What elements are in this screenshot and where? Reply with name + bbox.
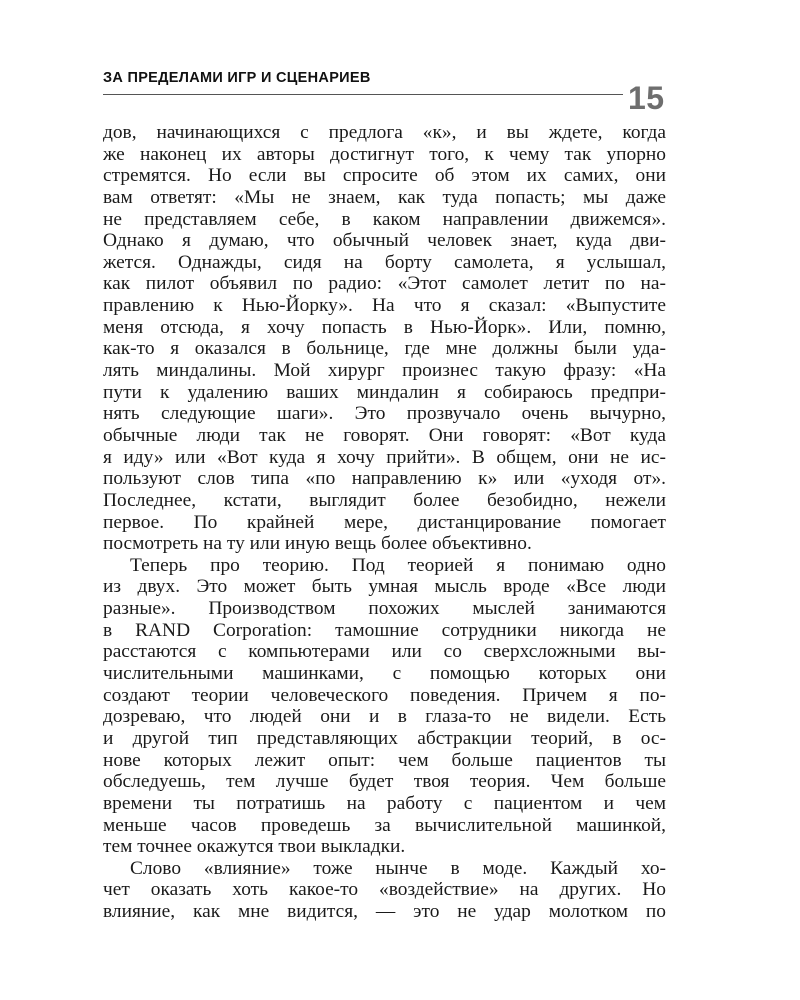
page-number: 15 [628, 80, 665, 116]
text-line: не представляем себе, в каком направлении движемся». [103, 208, 666, 230]
text-line: нове которых лежит опыт: чем больше пациентов ты [103, 749, 666, 771]
text-line: пути к удалению ваших миндалин я собираюсь предпри- [103, 381, 666, 403]
text-line: из двух. Это может быть умная мысль вроде «Все люди [103, 576, 666, 598]
text-line: как-то я оказался в больнице, где мне должны были уда- [103, 338, 666, 360]
text-line: расстаются с компьютерами или со сверхсложными вы- [103, 641, 666, 663]
text-line: нять следующие шаги». Это прозвучало очень вычурно, [103, 403, 666, 425]
text-line: числительными машинками, с помощью которых они [103, 663, 666, 685]
text-line: обследуешь, тем лучше будет твоя теория. Чем больше [103, 771, 666, 793]
text-line: дов, начинающихся с предлога «к», и вы ждете, когда [103, 122, 666, 143]
paragraph-start-line: Слово «влияние» тоже нынче в моде. Каждый хо- [130, 857, 666, 879]
text-line: жется. Однажды, сидя на борту самолета, я услышал, [103, 251, 666, 273]
text-line: правлению к Нью-Йорку». На что я сказал: «Выпустите [103, 295, 666, 317]
text-line: создают теории человеческого поведения. Причем я по- [103, 684, 666, 706]
text-line: лять миндалины. Мой хирург произнес такую фразу: «На [103, 360, 666, 382]
body-text [103, 122, 666, 923]
text-line: обычные люди так не говорят. Они говорят: «Вот куда [103, 424, 666, 446]
header-rule [103, 94, 623, 95]
running-head: ЗА ПРЕДЕЛАМИ ИГР И СЦЕНАРИЕВ [103, 70, 371, 86]
text-line: влияние, как мне видится, — это не удар молотком по [103, 901, 666, 923]
text-line: чет оказать хоть какое-то «воздействие» на других. Но [103, 879, 666, 901]
text-line: Последнее, кстати, выглядит более безобидно, нежели [103, 489, 666, 511]
text-line: стремятся. Но если вы спросите об этом их самих, они [103, 165, 666, 187]
text-line: в RAND Corporation: тамошние сотрудники никогда не [103, 619, 666, 641]
text-line: меня отсюда, я хочу попасть в Нью-Йорк». Или, помню, [103, 316, 666, 338]
text-line: я иду» или «Вот куда я хочу прийти». В общем, они не ис- [103, 446, 666, 468]
text-line: же наконец их авторы достигнут того, к чему так упорно [103, 143, 666, 165]
text-line: Однако я думаю, что обычный человек знает, куда дви- [103, 230, 666, 252]
text-line: пользуют слов типа «по направлению к» или «уходя от». [103, 468, 666, 490]
text-line: времени ты потратишь на работу с пациентом и чем [103, 792, 666, 814]
paragraph-start-line: Теперь про теорию. Под теорией я понимаю одно [130, 554, 666, 576]
text-line: вам ответят: «Мы не знаем, как туда попасть; мы даже [103, 186, 666, 208]
text-line: разные». Производством похожих мыслей занимаются [103, 598, 666, 620]
text-line: дозреваю, что людей они и в глаза-то не видели. Есть [103, 706, 666, 728]
text-line: меньше часов проведешь за вычислительной машинкой, [103, 814, 666, 836]
paragraph-end-line: тем точнее окажутся твои выкладки. [103, 836, 406, 858]
text-line: и другой тип представляющих абстракции теорий, в ос- [103, 727, 666, 749]
text-line: как пилот объявил по радио: «Этот самолет летит по на- [103, 273, 666, 295]
text-line: первое. По крайней мере, дистанцирование помогает [103, 511, 666, 533]
paragraph-end-line: посмотреть на ту или иную вещь более объективно. [103, 533, 532, 555]
